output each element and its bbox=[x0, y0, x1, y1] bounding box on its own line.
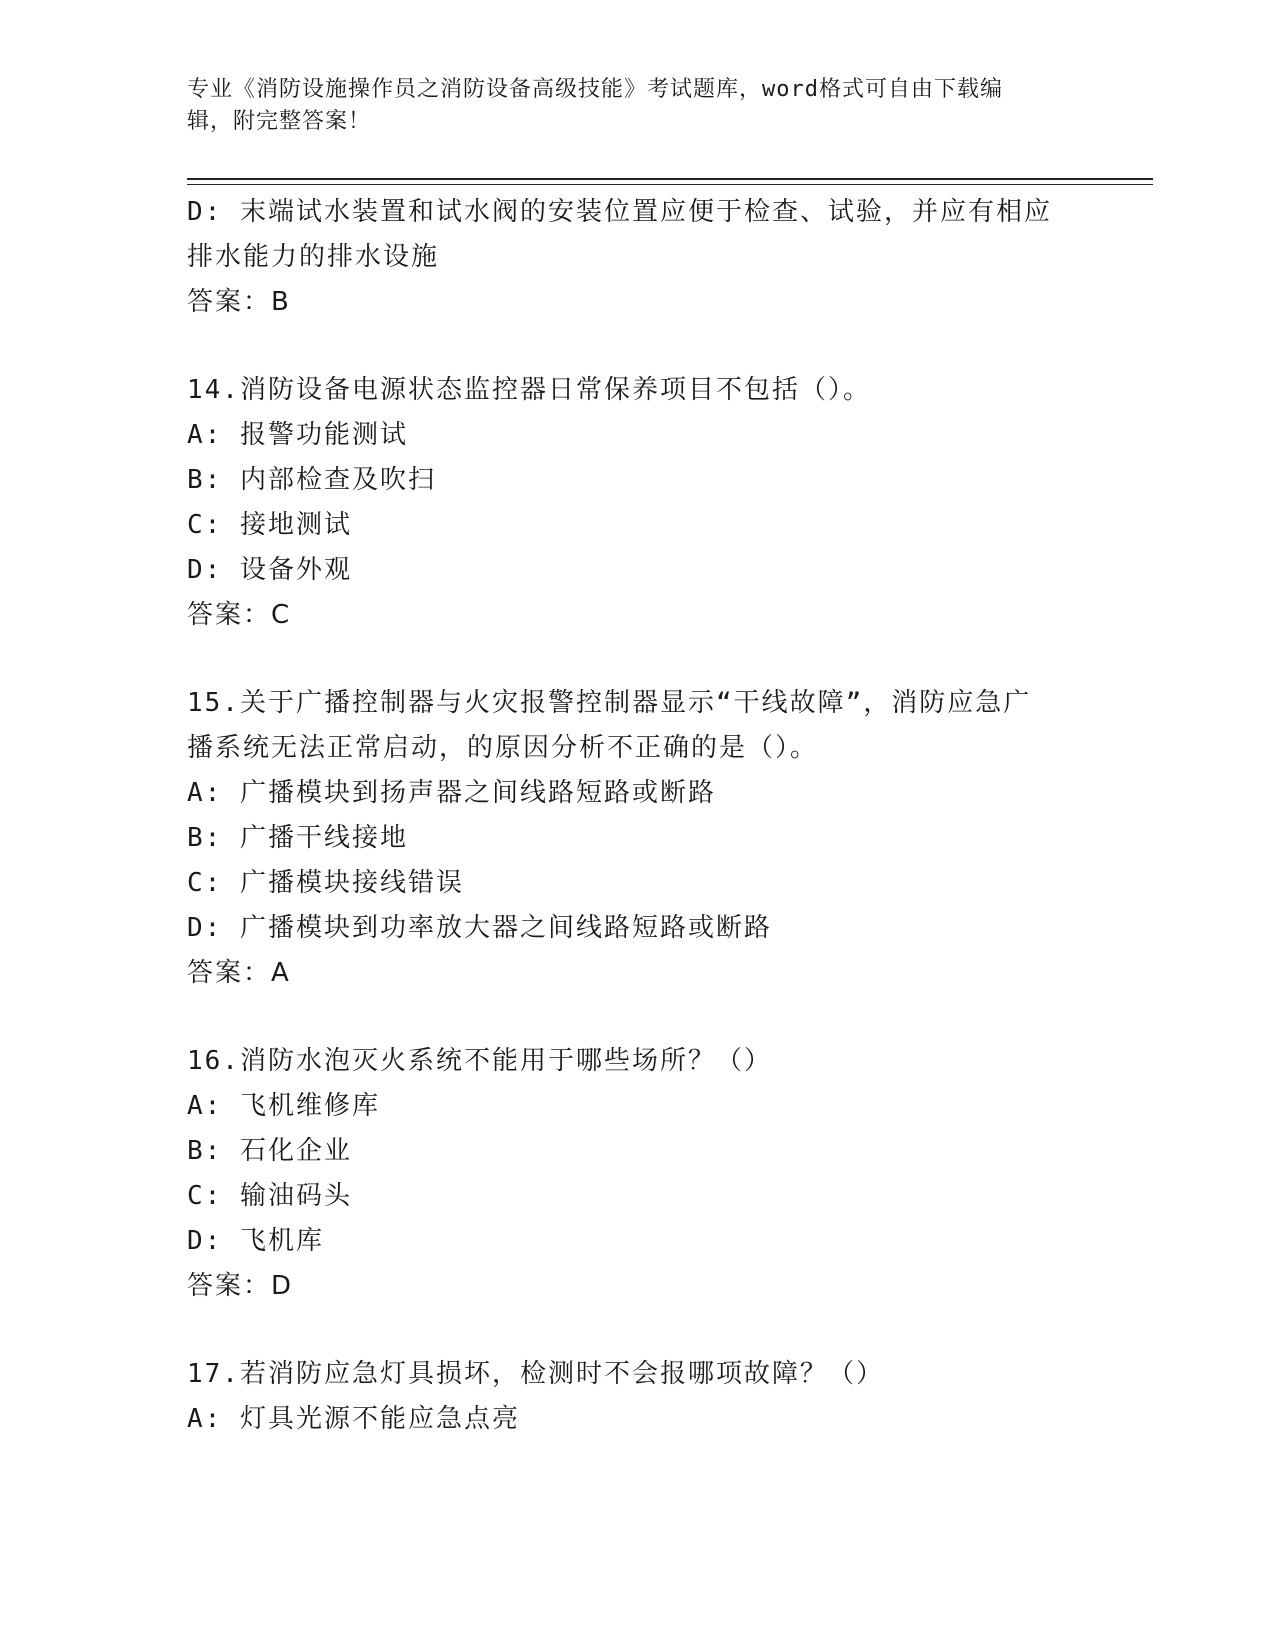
header-rule-thick bbox=[187, 178, 1153, 180]
question-stem: 17.若消防应急灯具损坏，检测时不会报哪项故障？（） bbox=[187, 1359, 884, 1389]
option-a: A: 灯具光源不能应急点亮 bbox=[187, 1404, 520, 1434]
option-a: A: 报警功能测试 bbox=[187, 420, 408, 450]
question-stem-continued: 播系统无法正常启动，的原因分析不正确的是（）。 bbox=[187, 733, 819, 763]
answer: 答案：D bbox=[187, 1271, 294, 1301]
question-stem: 15.关于广播控制器与火灾报警控制器显示“干线故障”，消防应急广 bbox=[187, 688, 1032, 718]
document-body bbox=[187, 190, 1087, 1442]
question-14 bbox=[187, 368, 1087, 638]
question-15 bbox=[187, 681, 1087, 996]
question-16 bbox=[187, 1039, 1087, 1309]
option-c: C: 输油码头 bbox=[187, 1181, 352, 1211]
option-d: D: 设备外观 bbox=[187, 555, 352, 585]
question-17 bbox=[187, 1352, 1087, 1442]
question-stem: 14.消防设备电源状态监控器日常保养项目不包括（）。 bbox=[187, 375, 871, 405]
continued-question bbox=[187, 190, 1087, 325]
answer: 答案：C bbox=[187, 600, 292, 630]
option-c: C: 接地测试 bbox=[187, 510, 352, 540]
answer: 答案：B bbox=[187, 287, 291, 317]
option-b: B: 广播干线接地 bbox=[187, 823, 408, 853]
option-d: D: 飞机库 bbox=[187, 1226, 324, 1256]
option-d-line-1: D: 末端试水装置和试水阀的安装位置应便于检查、试验，并应有相应 bbox=[187, 197, 1052, 227]
answer: 答案：A bbox=[187, 958, 291, 988]
option-a: A: 飞机维修库 bbox=[187, 1091, 380, 1121]
option-b: B: 石化企业 bbox=[187, 1136, 352, 1166]
option-c: C: 广播模块接线错误 bbox=[187, 868, 464, 898]
question-stem: 16.消防水泡灭火系统不能用于哪些场所？（） bbox=[187, 1046, 772, 1076]
option-d: D: 广播模块到功率放大器之间线路短路或断路 bbox=[187, 913, 772, 943]
header-line-1: 专业《消防设施操作员之消防设备高级技能》考试题库，word格式可自由下载编 bbox=[187, 77, 1003, 102]
option-d-line-2: 排水能力的排水设施 bbox=[187, 242, 440, 272]
option-a: A: 广播模块到扬声器之间线路短路或断路 bbox=[187, 778, 716, 808]
header-line-2: 辑，附完整答案！ bbox=[187, 109, 372, 134]
option-b: B: 内部检查及吹扫 bbox=[187, 465, 436, 495]
header-rule-thin bbox=[187, 184, 1153, 185]
document-header bbox=[187, 74, 1067, 138]
